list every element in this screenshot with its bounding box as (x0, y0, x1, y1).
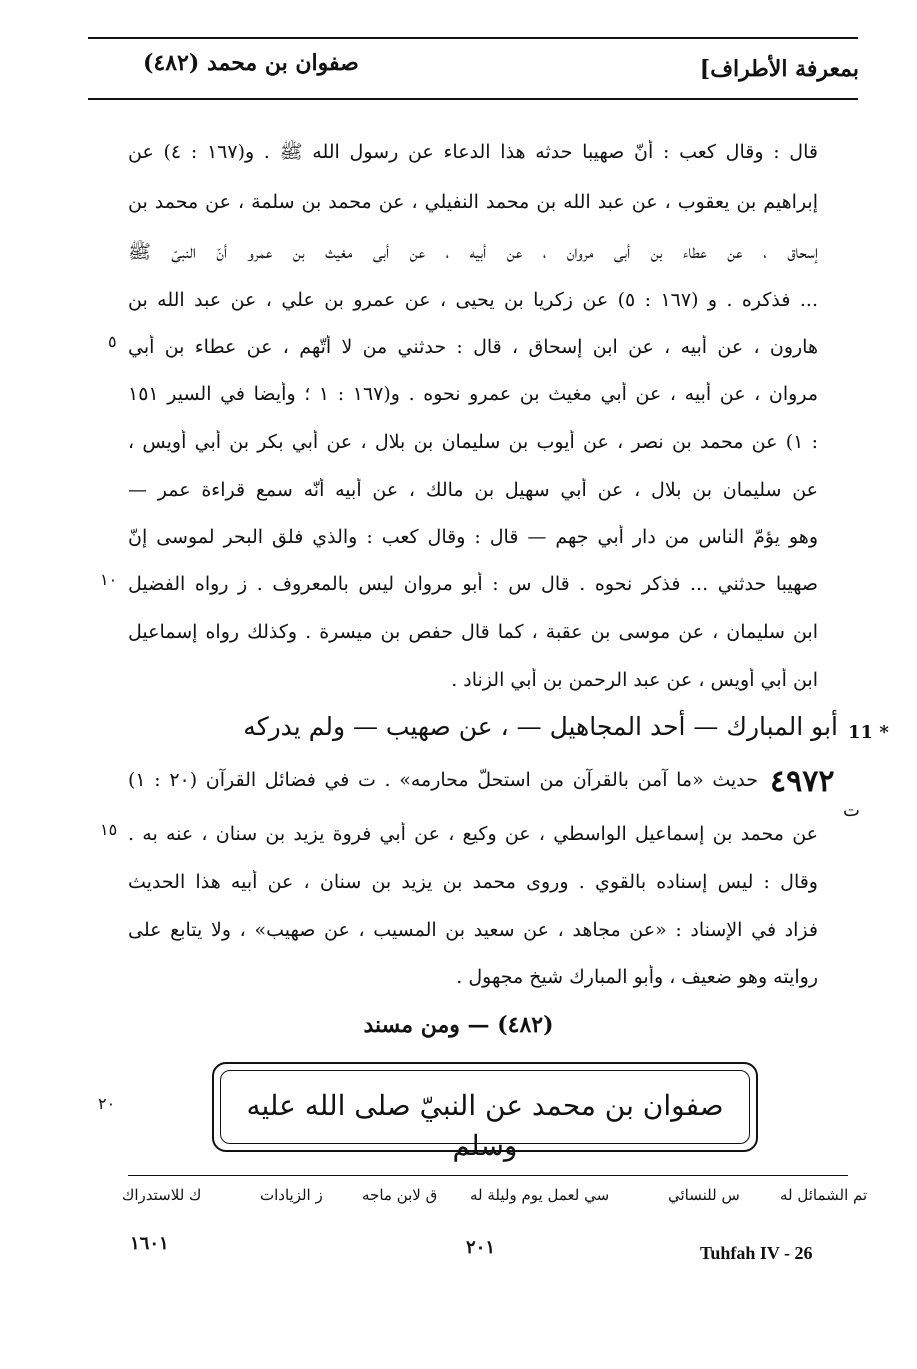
hadith-line: وقال : ليس إسناده بالقوي . وروى محمد بن يزيد بن سنان ، عن أبيه هذا الحديث (128, 871, 818, 893)
header-top-rule (88, 37, 858, 39)
page-number: ٢٠١ (466, 1237, 496, 1258)
hadith-line: فزاد في الإسناد : «عن مجاهد ، عن سعيد بن المسيب ، عن صهيب» ، ولا يتابع على (128, 919, 818, 941)
musnad-heading: (٤٨٢) — ومن مسند (363, 1012, 554, 1038)
banner-title: صفوان بن محمد عن النبيّ صلى الله عليه وسلم (246, 1089, 724, 1162)
body-line: عن سليمان بن بلال ، عن أبي سهيل بن مالك ، عن أبيه أنّه سمع قراءة عمر — (128, 479, 818, 501)
line-number: ٥ (108, 332, 117, 351)
body-line: قال : وقال كعب : أنّ صهيبا حدثه هذا الدعاء عن رسول الله ﷺ . و(١٦٧ : ٤) عن (128, 141, 818, 163)
entry-heading: أبو المبارك — أحد المجاهيل — ، عن صهيب — ولم يدركه (243, 712, 838, 741)
body-line: إبراهيم بن يعقوب ، عن عبد الله بن محمد النفيلي ، عن محمد بن سلمة ، عن محمد بن (128, 191, 818, 213)
volume-label: Tuhfah IV - 26 (700, 1243, 813, 1263)
header-left-title: صفوان بن محمد (٤٨٢) (143, 50, 359, 76)
body-line: هارون ، عن أبيه ، عن ابن إسحاق ، قال : حدثني من لا أتّهم ، عن عطاء بن أبي (128, 336, 818, 358)
page-number-right: ١٦٠١ (130, 1233, 169, 1254)
hadith-line: روايته وهو ضعيف ، وأبو المبارك شيخ مجهول . (456, 966, 818, 988)
footer-abbreviation: ق لابن ماجه (362, 1186, 438, 1204)
line-number: ١٠ (100, 570, 118, 589)
body-line: مروان ، عن أبيه ، عن أبي مغيث بن عمرو نحوه . و(١٦٧ : ١ ؛ وأيضا في السير ١٥١ (128, 383, 818, 405)
hadith-number: ٤٩٧٢ (770, 764, 835, 799)
body-line: ابن أبي أويس ، عن عبد الرحمن بن أبي الزناد . (451, 669, 818, 691)
body-line: : ١) عن محمد بن نصر ، عن أيوب بن سليمان بن بلال ، عن أبي بكر بن أبي أويس ، (128, 431, 818, 453)
footer-abbreviation: ز الزيادات (260, 1186, 323, 1204)
footer-abbreviation: ك للاستدراك (122, 1186, 202, 1204)
hadith-first-line: حديث «ما آمن بالقرآن من استحلّ محارمه» . ت في فضائل القرآن (٢٠ : ١) (128, 769, 758, 791)
footer-abbreviation: تم الشمائل له (780, 1186, 868, 1204)
line-number: ١٥ (100, 820, 118, 839)
body-line: وهو يؤمّ الناس من دار أبي جهم — قال : وقال كعب : والذي فلق البحر لموسى إنّ (128, 526, 818, 548)
hadith-source-tag: ت (843, 800, 860, 821)
footer-rule (128, 1175, 848, 1176)
body-line: ابن سليمان ، عن موسى بن عقبة ، كما قال حفص بن ميسرة . وكذلك رواه إسماعيل (128, 621, 818, 643)
body-line: صهيبا حدثني ... فذكر نحوه . قال س : أبو مروان ليس بالمعروف . ز رواه الفضيل (128, 573, 818, 595)
body-line: ... فذكره . و (١٦٧ : ٥) عن زكريا بن يحيى ، عن عمرو بن علي ، عن عبد الله بن (128, 289, 818, 311)
footer-abbreviation: سي لعمل يوم وليلة له (470, 1186, 610, 1204)
line-number: ٢٠ (98, 1094, 116, 1113)
header-right-title: بمعرفة الأطراف] (699, 56, 859, 82)
entry-number: 11 * (848, 722, 889, 743)
footer-abbreviation: س للنسائي (668, 1186, 740, 1204)
hadith-line: عن محمد بن إسماعيل الواسطي ، عن وكيع ، عن أبي فروة يزيد بن سنان ، عنه به . (128, 823, 818, 845)
header-bottom-rule (88, 98, 858, 100)
section-banner (212, 1062, 758, 1162)
body-line: إسحاق ، عن عطاء بن أبي مروان ، عن أبيه ، عن أبي مغيث بن عمرو أنّ النبيّ ﷺ (128, 241, 818, 263)
